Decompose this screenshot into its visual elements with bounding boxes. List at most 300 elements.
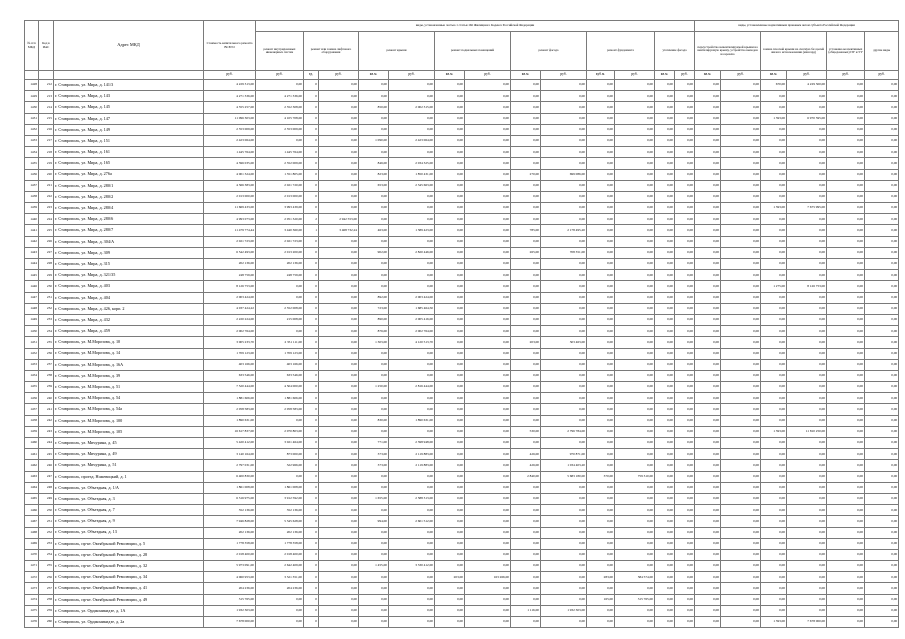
table-row bbox=[25, 426, 899, 437]
cell-ca: 0,00 bbox=[695, 314, 721, 325]
unit-label: руб. bbox=[865, 71, 899, 80]
cell-eng: 3 021 464,00 bbox=[256, 438, 304, 449]
cell-mt: 0,00 bbox=[827, 303, 865, 314]
cell-cr: 0,00 bbox=[721, 326, 761, 337]
cell-cr: 0,00 bbox=[721, 516, 761, 527]
cell-fdr: 0,00 bbox=[615, 326, 655, 337]
cell-ca: 0,00 bbox=[695, 281, 721, 292]
cell-pa: 0,00 bbox=[761, 527, 787, 538]
cell-fa: 0,00 bbox=[511, 382, 541, 393]
row-number: 1451 bbox=[25, 337, 39, 348]
cell-pr: 0,00 bbox=[787, 605, 827, 616]
cell-ba: 0,00 bbox=[435, 225, 465, 236]
cell-eng: 1 351 805,00 bbox=[256, 169, 304, 180]
cell-mt: 0,00 bbox=[827, 449, 865, 460]
cell-cost: 2 021 723,00 bbox=[204, 236, 256, 247]
cell-fr: 0,00 bbox=[541, 538, 587, 549]
cell-mt: 0,00 bbox=[827, 158, 865, 169]
row-code: 236 bbox=[39, 348, 54, 359]
cell-fa: 0,00 bbox=[511, 314, 541, 325]
cell-cr: 0,00 bbox=[721, 460, 761, 471]
cell-cost: 2 003 424,00 bbox=[204, 292, 256, 303]
column-number: № п/п МКД bbox=[25, 21, 39, 71]
cell-ca: 0,00 bbox=[695, 438, 721, 449]
table-row bbox=[25, 270, 899, 281]
cell-eng: 0,00 bbox=[256, 292, 304, 303]
row-address: г. Ставрополь, ул. Мира, д. 165 bbox=[54, 158, 204, 169]
cell-mt: 0,00 bbox=[827, 326, 865, 337]
cell-pr: 11 810 250,00 bbox=[787, 426, 827, 437]
cell-cr: 0,00 bbox=[721, 572, 761, 583]
cell-ia: 0,00 bbox=[655, 493, 675, 504]
column-flat-roof-replacement: замена плоской крыши на скатную без целей жилого использования (мансард) bbox=[761, 32, 827, 71]
cell-pr: 0,00 bbox=[787, 382, 827, 393]
cell-rr: 1 890 631,00 bbox=[389, 415, 435, 426]
cell-fdr: 0,00 bbox=[615, 169, 655, 180]
row-number: 1435 bbox=[25, 158, 39, 169]
cell-ia: 0,00 bbox=[655, 337, 675, 348]
cell-pr: 0,00 bbox=[787, 236, 827, 247]
cell-ot: 0,00 bbox=[865, 449, 899, 460]
cell-fda: 0,00 bbox=[587, 214, 615, 225]
cell-ca: 0,00 bbox=[695, 91, 721, 102]
cell-eng: 4 504 000,00 bbox=[256, 382, 304, 393]
cell-pr: 0,00 bbox=[787, 91, 827, 102]
cell-ia: 0,00 bbox=[655, 281, 675, 292]
cell-fr: 0,00 bbox=[541, 203, 587, 214]
cell-pa: 0,00 bbox=[761, 135, 787, 146]
cell-pa: 0,00 bbox=[761, 180, 787, 191]
row-code: 214 bbox=[39, 102, 54, 113]
cell-cost: 4 993 073,00 bbox=[204, 214, 256, 225]
cell-ba: 0,00 bbox=[435, 460, 465, 471]
cell-ir: 0,00 bbox=[675, 348, 695, 359]
cell-fdr: 0,00 bbox=[615, 538, 655, 549]
cell-mt: 0,00 bbox=[827, 370, 865, 381]
cell-br: 0,00 bbox=[465, 326, 511, 337]
row-code: 252 bbox=[39, 527, 54, 538]
cell-ot: 0,00 bbox=[865, 270, 899, 281]
cell-pa: 0,00 bbox=[761, 460, 787, 471]
cell-pa: 0,00 bbox=[761, 214, 787, 225]
row-number: 1459 bbox=[25, 426, 39, 437]
cell-pr: 0,00 bbox=[787, 158, 827, 169]
cell-ra: 823,00 bbox=[359, 169, 389, 180]
cell-ia: 0,00 bbox=[655, 270, 675, 281]
cell-ia: 0,00 bbox=[655, 438, 675, 449]
row-address: г. Ставрополь, ул. Мира, д. 143 bbox=[54, 91, 204, 102]
cell-ba: 0,00 bbox=[435, 426, 465, 437]
table-row bbox=[25, 214, 899, 225]
cell-ln: 0 bbox=[304, 594, 319, 605]
cell-fda: 0,00 bbox=[587, 102, 615, 113]
cell-cr: 0,00 bbox=[721, 113, 761, 124]
cell-ca: 0,00 bbox=[695, 583, 721, 594]
cell-fda: 0,00 bbox=[587, 460, 615, 471]
row-number: 1455 bbox=[25, 382, 39, 393]
cell-cr: 0,00 bbox=[721, 449, 761, 460]
row-address: г. Ставрополь, ул. Мира, д. 403 bbox=[54, 281, 204, 292]
cell-pr: 0,00 bbox=[787, 247, 827, 258]
cell-ln: 0 bbox=[304, 135, 319, 146]
cell-rr: 2 423 064,00 bbox=[389, 135, 435, 146]
cell-br: 0,00 bbox=[465, 460, 511, 471]
cell-fa: 0,00 bbox=[511, 594, 541, 605]
cell-eng: 0,00 bbox=[256, 326, 304, 337]
row-code: 235 bbox=[39, 337, 54, 348]
cell-ir: 0,00 bbox=[675, 303, 695, 314]
cell-ln: 0 bbox=[304, 270, 319, 281]
unit-label: руб. bbox=[541, 71, 587, 80]
cell-br: 0,00 bbox=[465, 169, 511, 180]
cell-fa: 0,00 bbox=[511, 292, 541, 303]
cell-fr: 0,00 bbox=[541, 348, 587, 359]
cell-pa: 0,00 bbox=[761, 404, 787, 415]
cell-cr: 0,00 bbox=[721, 370, 761, 381]
cell-ln: 0 bbox=[304, 259, 319, 270]
cell-mt: 0,00 bbox=[827, 214, 865, 225]
cell-pa: 0,00 bbox=[761, 549, 787, 560]
unit-label: кв.м. bbox=[695, 71, 721, 80]
row-code: 240 bbox=[39, 393, 54, 404]
cell-cost: 11 096 303,00 bbox=[204, 113, 256, 124]
cell-mt: 0,00 bbox=[827, 236, 865, 247]
row-number: 1443 bbox=[25, 247, 39, 258]
cell-ca: 0,00 bbox=[695, 180, 721, 191]
cell-ca: 0,00 bbox=[695, 449, 721, 460]
row-number: 1467 bbox=[25, 516, 39, 527]
cell-pa: 0,00 bbox=[761, 583, 787, 594]
cell-ia: 0,00 bbox=[655, 147, 675, 158]
unit-label: руб. bbox=[615, 71, 655, 80]
cell-cost: 6 400 830,00 bbox=[204, 471, 256, 482]
cell-pa: 0,00 bbox=[761, 370, 787, 381]
cell-fdr: 0,00 bbox=[615, 359, 655, 370]
cell-ot: 0,00 bbox=[865, 482, 899, 493]
cell-ba: 0,00 bbox=[435, 191, 465, 202]
cell-fda: 0,00 bbox=[587, 169, 615, 180]
cell-br: 0,00 bbox=[465, 113, 511, 124]
cell-fr: 2 796 784,00 bbox=[541, 426, 587, 437]
cell-ot: 0,00 bbox=[865, 281, 899, 292]
cell-fdr: 0,00 bbox=[615, 527, 655, 538]
cell-eng: 2 352 308,00 bbox=[256, 102, 304, 113]
cell-fr: 0,00 bbox=[541, 493, 587, 504]
row-number: 1462 bbox=[25, 460, 39, 471]
cell-fa: 785,00 bbox=[511, 225, 541, 236]
row-address: г. Ставрополь, ул. Мира, д. 280/4 bbox=[54, 203, 204, 214]
cell-fr: 0,00 bbox=[541, 158, 587, 169]
cell-fda: 0,00 bbox=[587, 583, 615, 594]
cell-ba: 0,00 bbox=[435, 326, 465, 337]
cell-fa: 0,00 bbox=[511, 572, 541, 583]
cell-fda: 0,00 bbox=[587, 203, 615, 214]
row-number: 1465 bbox=[25, 493, 39, 504]
cell-br: 0,00 bbox=[465, 102, 511, 113]
cell-fdr: 0,00 bbox=[615, 415, 655, 426]
row-number: 1433 bbox=[25, 135, 39, 146]
cell-ot: 0,00 bbox=[865, 527, 899, 538]
cell-ca: 0,00 bbox=[695, 505, 721, 516]
cell-ia: 0,00 bbox=[655, 415, 675, 426]
cell-lr: 2 942 553,00 bbox=[319, 214, 359, 225]
row-number: 1440 bbox=[25, 214, 39, 225]
cell-pa: 0,00 bbox=[761, 449, 787, 460]
cell-ot: 0,00 bbox=[865, 460, 899, 471]
cell-rr: 2 588 313,00 bbox=[389, 493, 435, 504]
unit-label: кв.м. bbox=[655, 71, 675, 80]
cell-pr: 0,00 bbox=[787, 594, 827, 605]
cell-ln: 0 bbox=[304, 572, 319, 583]
cell-pa: 0,00 bbox=[761, 292, 787, 303]
cell-ra: 723,00 bbox=[359, 303, 389, 314]
cell-fda: 0,00 bbox=[587, 91, 615, 102]
row-address: г. Ставрополь, ул. Объездная, д. 13 bbox=[54, 527, 204, 538]
cell-rr: 0,00 bbox=[389, 80, 435, 91]
cell-fda: 0,00 bbox=[587, 247, 615, 258]
row-number: 1463 bbox=[25, 471, 39, 482]
cell-ln: 0 bbox=[304, 80, 319, 91]
cell-pr: 0,00 bbox=[787, 337, 827, 348]
cell-cr: 0,00 bbox=[721, 505, 761, 516]
row-address: г. Ставрополь, ул. М.Морозова, д. 54 bbox=[54, 393, 204, 404]
cell-lr: 0,00 bbox=[319, 572, 359, 583]
row-number: 1469 bbox=[25, 538, 39, 549]
cell-ba: 0,00 bbox=[435, 303, 465, 314]
cell-ir: 0,00 bbox=[675, 471, 695, 482]
cell-ot: 0,00 bbox=[865, 259, 899, 270]
cell-fdr: 0,00 bbox=[615, 605, 655, 616]
cell-ra: 0,00 bbox=[359, 527, 389, 538]
cell-rr: 2 002 315,00 bbox=[389, 102, 435, 113]
unit-label: кв.м. bbox=[435, 71, 465, 80]
cell-rr: 0,00 bbox=[389, 370, 435, 381]
table-row bbox=[25, 292, 899, 303]
cell-ba: 0,00 bbox=[435, 382, 465, 393]
cell-cost: 4 355 257,00 bbox=[204, 102, 256, 113]
cell-ia: 0,00 bbox=[655, 124, 675, 135]
row-code: 224 bbox=[39, 214, 54, 225]
row-number: 1431 bbox=[25, 113, 39, 124]
cell-ia: 0,00 bbox=[655, 214, 675, 225]
cell-lr: 0,00 bbox=[319, 292, 359, 303]
cell-pr: 0,00 bbox=[787, 292, 827, 303]
cell-mt: 0,00 bbox=[827, 538, 865, 549]
cell-ba: 0,00 bbox=[435, 247, 465, 258]
cell-ir: 0,00 bbox=[675, 583, 695, 594]
cell-cost: 3 140 164,00 bbox=[204, 449, 256, 460]
row-address: г. Ставрополь, ул. Мира, д. 280/1 bbox=[54, 180, 204, 191]
table-row bbox=[25, 449, 899, 460]
cell-fda: 0,00 bbox=[587, 426, 615, 437]
table-row bbox=[25, 370, 899, 381]
unit-label: ед. bbox=[304, 71, 319, 80]
cell-br: 0,00 bbox=[465, 605, 511, 616]
cell-fdr: 0,00 bbox=[615, 337, 655, 348]
table-header bbox=[25, 21, 899, 80]
cell-rr: 0,00 bbox=[389, 594, 435, 605]
cell-ir: 0,00 bbox=[675, 281, 695, 292]
row-number: 1441 bbox=[25, 225, 39, 236]
cell-cost: 1 445 764,00 bbox=[204, 147, 256, 158]
table-body bbox=[25, 80, 899, 628]
cell-pr: 0,00 bbox=[787, 404, 827, 415]
cell-rr: 1 685 464,50 bbox=[389, 303, 435, 314]
cell-fda: 0,00 bbox=[587, 393, 615, 404]
cell-fr: 0,00 bbox=[541, 438, 587, 449]
cell-ir: 0,00 bbox=[675, 135, 695, 146]
cell-fr: 0,00 bbox=[541, 404, 587, 415]
cell-cost: 2 058 583,00 bbox=[204, 404, 256, 415]
cell-eng: 2 013 200,00 bbox=[256, 247, 304, 258]
cell-fr: 0,00 bbox=[541, 236, 587, 247]
cell-fda: 0,00 bbox=[587, 549, 615, 560]
cell-br: 0,00 bbox=[465, 438, 511, 449]
table-row bbox=[25, 471, 899, 482]
cell-ot: 0,00 bbox=[865, 147, 899, 158]
cell-ot: 0,00 bbox=[865, 370, 899, 381]
cell-fr: 0,00 bbox=[541, 326, 587, 337]
cell-pr: 0,00 bbox=[787, 572, 827, 583]
cell-eng: 3 993 439,00 bbox=[256, 203, 304, 214]
cell-cr: 0,00 bbox=[721, 203, 761, 214]
table-row bbox=[25, 247, 899, 258]
cell-pr: 0,00 bbox=[787, 471, 827, 482]
cell-ot: 0,00 bbox=[865, 135, 899, 146]
cell-mt: 0,00 bbox=[827, 91, 865, 102]
cell-fr: 0,00 bbox=[541, 527, 587, 538]
cell-ir: 0,00 bbox=[675, 270, 695, 281]
table-row bbox=[25, 203, 899, 214]
cell-ot: 0,00 bbox=[865, 516, 899, 527]
cell-fdr: 0,00 bbox=[615, 292, 655, 303]
cell-mt: 0,00 bbox=[827, 270, 865, 281]
cell-ia: 0,00 bbox=[655, 594, 675, 605]
cell-eng: 0,00 bbox=[256, 471, 304, 482]
cell-ir: 0,00 bbox=[675, 292, 695, 303]
cell-fr: 1 034 403,20 bbox=[541, 460, 587, 471]
row-number: 1468 bbox=[25, 527, 39, 538]
cell-fdr: 0,00 bbox=[615, 348, 655, 359]
cell-ln: 0 bbox=[304, 91, 319, 102]
column-roof: ремонт крыши bbox=[359, 32, 435, 71]
row-number: 1444 bbox=[25, 259, 39, 270]
cell-ir: 0,00 bbox=[675, 415, 695, 426]
cell-ot: 0,00 bbox=[865, 102, 899, 113]
cell-ir: 0,00 bbox=[675, 225, 695, 236]
cell-ba: 0,00 bbox=[435, 549, 465, 560]
cell-mt: 0,00 bbox=[827, 482, 865, 493]
cell-rr: 0,00 bbox=[389, 236, 435, 247]
cell-fr: 0,00 bbox=[541, 259, 587, 270]
cell-ir: 0,00 bbox=[675, 314, 695, 325]
cell-ia: 0,00 bbox=[655, 505, 675, 516]
cell-ot: 0,00 bbox=[865, 594, 899, 605]
cell-eng: 1 881 606,00 bbox=[256, 393, 304, 404]
cell-ot: 0,00 bbox=[865, 617, 899, 628]
cell-eng: 202 136,00 bbox=[256, 259, 304, 270]
row-address: г. Ставрополь, пр-кт. Октябрьской Революции, д. 5 bbox=[54, 538, 204, 549]
cell-ot: 0,00 bbox=[865, 538, 899, 549]
row-address: г. Ставрополь, ул. Мира, д. 426, корп. 2 bbox=[54, 303, 204, 314]
cell-fr: 0,00 bbox=[541, 314, 587, 325]
row-address: г. Ставрополь, пр-кт. Октябрьской Революции, д. 41 bbox=[54, 583, 204, 594]
cell-mt: 0,00 bbox=[827, 505, 865, 516]
cell-cr: 0,00 bbox=[721, 415, 761, 426]
table-row bbox=[25, 572, 899, 583]
cell-br: 0,00 bbox=[465, 415, 511, 426]
cell-ra: 0,00 bbox=[359, 583, 389, 594]
cell-fr: 0,00 bbox=[541, 393, 587, 404]
row-number: 1434 bbox=[25, 147, 39, 158]
cell-ln: 0 bbox=[304, 169, 319, 180]
cell-rr: 2 816 444,00 bbox=[389, 382, 435, 393]
cell-ln: 0 bbox=[304, 370, 319, 381]
cell-lr: 0,00 bbox=[319, 191, 359, 202]
cell-br: 0,00 bbox=[465, 292, 511, 303]
cell-rr: 2 005 416,00 bbox=[389, 314, 435, 325]
cell-br: 0,00 bbox=[465, 594, 511, 605]
cell-ba: 0,00 bbox=[435, 214, 465, 225]
cell-eng: 3 321 351,00 bbox=[256, 572, 304, 583]
cell-br: 0,00 bbox=[465, 538, 511, 549]
cell-fda: 0,00 bbox=[587, 527, 615, 538]
cell-cr: 0,00 bbox=[721, 191, 761, 202]
cell-pr: 0,00 bbox=[787, 449, 827, 460]
cell-rr: 0,00 bbox=[389, 482, 435, 493]
cell-ia: 0,00 bbox=[655, 471, 675, 482]
cell-fda: 0,00 bbox=[587, 80, 615, 91]
cell-ra: 0,00 bbox=[359, 113, 389, 124]
cell-mt: 0,00 bbox=[827, 247, 865, 258]
cell-fa: 0,00 bbox=[511, 370, 541, 381]
cell-fda: 0,00 bbox=[587, 482, 615, 493]
cell-eng: 2 013 000,00 bbox=[256, 191, 304, 202]
cell-ba: 0,00 bbox=[435, 415, 465, 426]
cell-ia: 0,00 bbox=[655, 158, 675, 169]
cell-cost: 6 542 493,00 bbox=[204, 247, 256, 258]
cell-rr: 0,00 bbox=[389, 404, 435, 415]
cell-ra: 994,00 bbox=[359, 516, 389, 527]
cell-fr: 0,00 bbox=[541, 113, 587, 124]
cell-fa: 0,00 bbox=[511, 393, 541, 404]
cell-fa: 265,00 bbox=[511, 247, 541, 258]
cell-fa: 0,00 bbox=[511, 102, 541, 113]
cell-eng: 2 018 400,00 bbox=[256, 549, 304, 560]
cell-pa: 0,00 bbox=[761, 337, 787, 348]
cell-cost: 16 617 837,00 bbox=[204, 426, 256, 437]
cell-ot: 0,00 bbox=[865, 203, 899, 214]
cell-cr: 0,00 bbox=[721, 147, 761, 158]
cell-pr: 0,00 bbox=[787, 438, 827, 449]
cell-ir: 0,00 bbox=[675, 449, 695, 460]
cell-ba: 0,00 bbox=[435, 594, 465, 605]
cell-ba: 0,00 bbox=[435, 337, 465, 348]
cell-ca: 0,00 bbox=[695, 605, 721, 616]
cell-ir: 0,00 bbox=[675, 326, 695, 337]
cell-ba: 0,00 bbox=[435, 583, 465, 594]
cell-pr: 7 675 995,00 bbox=[787, 203, 827, 214]
cell-mt: 0,00 bbox=[827, 169, 865, 180]
row-address: г. Ставрополь, ул. Мира, д. 309 bbox=[54, 247, 204, 258]
cell-ln: 0 bbox=[304, 516, 319, 527]
cell-fdr: 0,00 bbox=[615, 583, 655, 594]
table-row bbox=[25, 225, 899, 236]
cell-ir: 0,00 bbox=[675, 191, 695, 202]
cell-pa: 0,00 bbox=[761, 382, 787, 393]
column-elevator: ремонт или замена лифтового оборудования bbox=[304, 32, 359, 71]
row-address: г. Ставрополь, ул. Мичурина, д. 45 bbox=[54, 438, 204, 449]
